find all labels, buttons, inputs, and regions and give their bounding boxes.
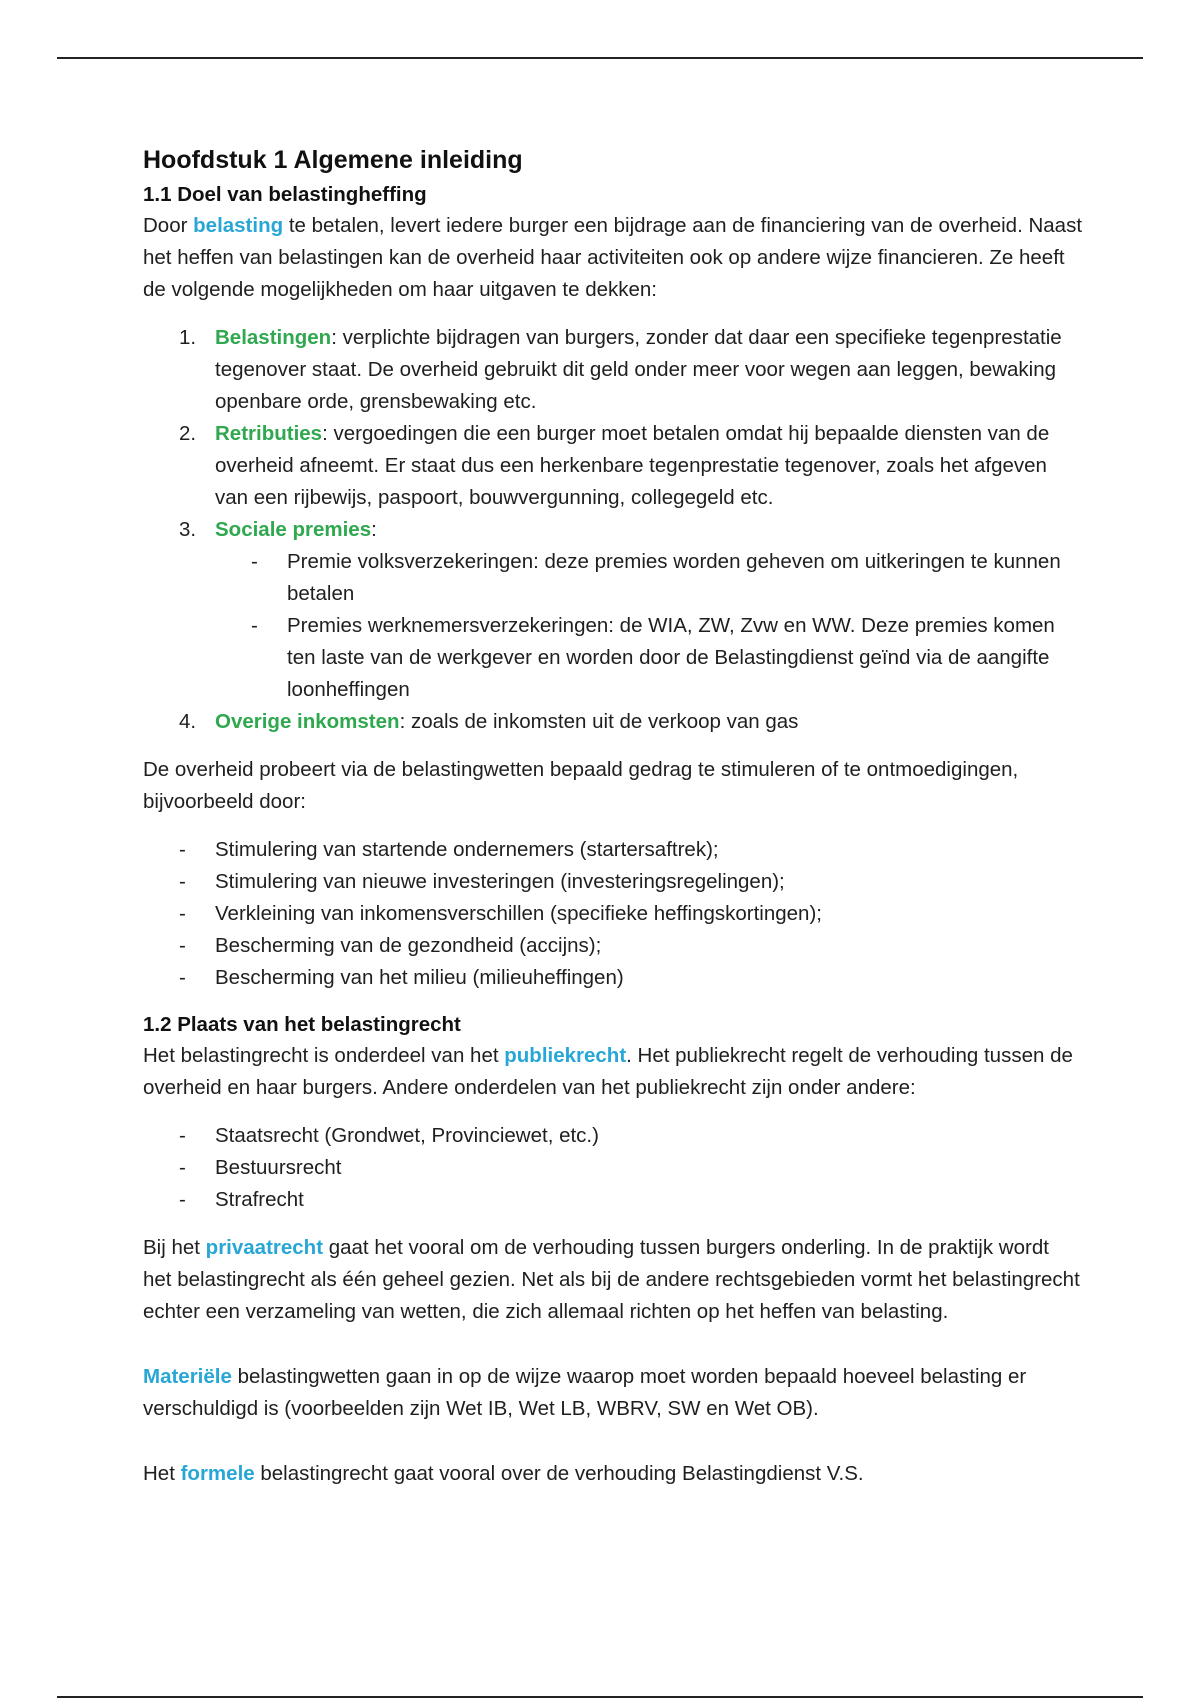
term-retributies: Retributies xyxy=(215,422,323,445)
list-item: - Stimulering van nieuwe investeringen (investeringsregelingen); xyxy=(179,870,785,893)
term-privaatrecht: privaatrecht xyxy=(205,1236,324,1259)
list-item: - Premie volksverzekeringen: deze premies worden geheven om uitkeringen te kunnen betalen xyxy=(251,550,1061,605)
term-sociale-premies: Sociale premies xyxy=(215,518,372,541)
section-1-title: 1.1 Doel van belastingheffing xyxy=(143,183,427,206)
stimulate-paragraph: De overheid probeert via de belastingwetten bepaald gedrag te stimuleren of te ontmoedigingen, bijvoorbeeld door: xyxy=(143,758,1019,813)
materiele-paragraph: Materiële belastingwetten gaan in op de wijze waarop moet worden bepaald hoeveel belasting er verschuldigd is (voorbeelden zijn Wet IB, Wet LB, WBRV, SW en Wet OB). xyxy=(143,1365,1027,1420)
list-item: - Bescherming van de gezondheid (accijns); xyxy=(179,934,602,957)
list-item: - Staatsrecht (Grondwet, Provinciewet, etc.) xyxy=(179,1124,599,1147)
footer-rule xyxy=(57,1696,1143,1698)
list-item: - Bestuursrecht xyxy=(179,1156,342,1179)
list-item: - Premies werknemersverzekeringen: de WIA, ZW, Zvw en WW. Deze premies komen ten laste van de werkgever en worden door de Belastingdienst geïnd via de aangifte loonheffingen xyxy=(251,614,1055,701)
section-2-title: 1.2 Plaats van het belastingrecht xyxy=(143,1013,461,1036)
financing-list xyxy=(143,322,1083,738)
privaatrecht-paragraph: Bij het privaatrecht gaat het vooral om de verhouding tussen burgers onderling. In de praktijk wordt het belastingrecht als één geheel gezien. Net als bij de andere rechtsgebieden vormt het belastingrecht echter een verzameling van wetten, die zich allemaal richten op het heffen van belasting. xyxy=(143,1236,1080,1323)
formele-paragraph: Het formele belastingrecht gaat vooral over de verhouding Belastingdienst V.S. xyxy=(143,1462,864,1485)
term-formele: formele xyxy=(180,1462,255,1485)
section-1-intro: Door belasting te betalen, levert iedere burger een bijdrage aan de financiering van de overheid. Naast het heffen van belastingen kan de overheid haar activiteiten ook op andere wijze financieren. Ze heeft de volgende mogelijkheden om haar uitgaven te dekken: xyxy=(143,214,1083,301)
stimulate-list xyxy=(143,834,1083,994)
publiekrecht-list xyxy=(143,1120,1083,1216)
premies-sublist xyxy=(215,546,1083,706)
chapter-heading: Hoofdstuk 1 Algemene inleiding xyxy=(143,146,523,174)
header-rule xyxy=(57,57,1143,59)
list-item: - Bescherming van het milieu (milieuheffingen) xyxy=(179,966,624,989)
term-belastingen: Belastingen xyxy=(215,326,332,349)
list-item: - Verkleining van inkomensverschillen (specifieke heffingskortingen); xyxy=(179,902,822,925)
section-2-intro: Het belastingrecht is onderdeel van het publiekrecht. Het publiekrecht regelt de verhouding tussen de overheid en haar burgers. Andere onderdelen van het publiekrecht zijn onder andere: xyxy=(143,1044,1073,1099)
list-item: 2. Retributies: vergoedingen die een burger moet betalen omdat hij bepaalde diensten van de overheid afneemt. Er staat dus een herkenbare tegenprestatie tegenover, zoals het afgeven van een rijbewijs, paspoort, bouwvergunning, collegegeld etc. xyxy=(179,422,1050,509)
list-item: - Strafrecht xyxy=(179,1188,304,1211)
term-materiele: Materiële xyxy=(143,1365,232,1388)
term-publiekrecht: publiekrecht xyxy=(504,1044,627,1067)
term-overige-inkomsten: Overige inkomsten xyxy=(215,710,400,733)
document-body xyxy=(143,140,1083,1490)
list-item: 4. Overige inkomsten: zoals de inkomsten uit de verkoop van gas xyxy=(179,710,799,733)
term-belasting: belasting xyxy=(193,214,284,237)
list-item: 3. Sociale premies: - Premie volksverzekeringen: deze premies worden geheven om uitkeringen te kunnen betalen - Premies werknemersverzekeringen: de WIA, ZW, Zvw en WW. Deze premies komen ten laste van de werkgever en worden door de Belastingdienst geïnd via de aangifte loonheffingen xyxy=(143,514,1083,706)
list-item: 1. Belastingen: verplichte bijdragen van burgers, zonder dat daar een specifieke tegenprestatie tegenover staat. De overheid gebruikt dit geld onder meer voor wegen aan leggen, bewaking openbare orde, grensbewaking etc. xyxy=(179,326,1062,413)
list-item: - Stimulering van startende ondernemers (startersaftrek); xyxy=(179,838,719,861)
